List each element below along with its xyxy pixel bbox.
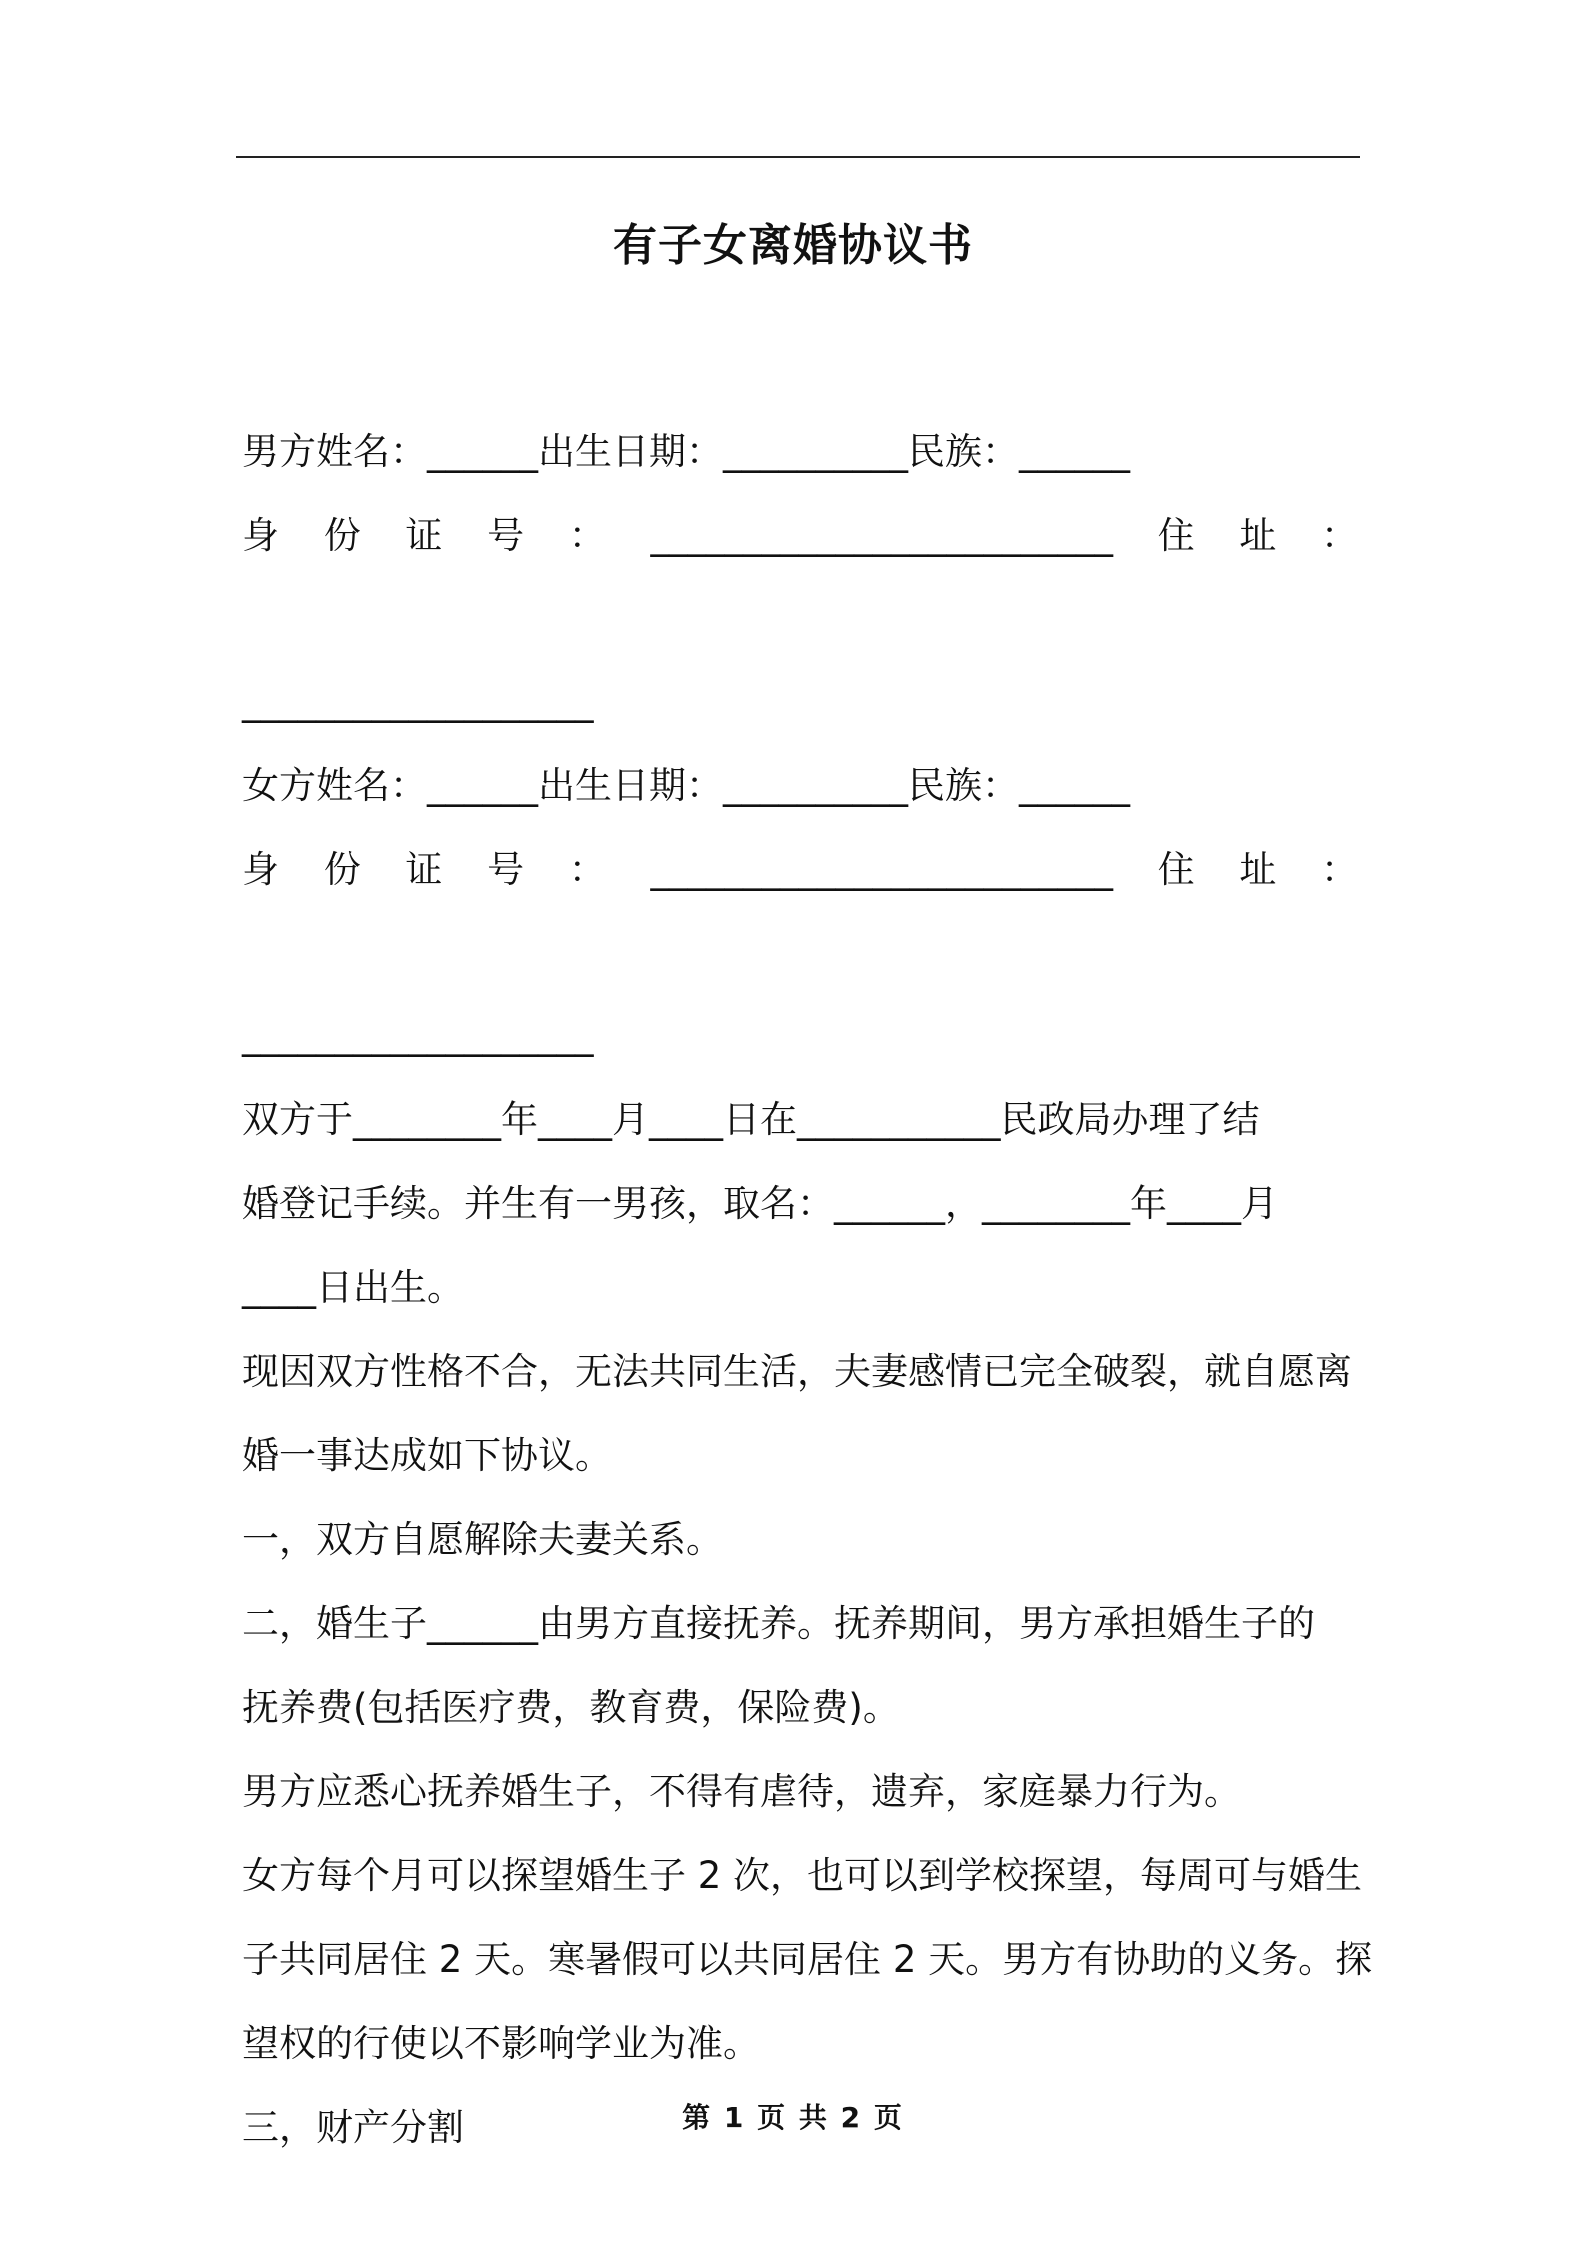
id-label-char: 份 [323,848,361,891]
id-label-char: 身 [242,848,279,891]
address-label-char: 住 [1157,514,1195,557]
wife-address-blank: ___________________ [242,1014,594,1057]
address-label-char: 址 [1239,514,1277,557]
clause-two: 抚养费(包括医疗费，教育费，保险费)。 [242,1686,900,1729]
page-number-footer: 第 1 页 共 2 页 [682,2101,904,2134]
husband-info-line: 男方姓名：______出生日期：__________民族：______ [242,430,1130,473]
id-label-colon: ： [568,514,606,557]
husband-address-blank: ___________________ [242,680,594,723]
address-label-char: 住 [1157,848,1195,891]
wife-info-line: 女方姓名：______出生日期：__________民族：______ [242,764,1130,807]
id-label-char: 身 [242,514,279,557]
custody-obligation-line: 男方应悉心抚养婚生子，不得有虐待，遗弃，家庭暴力行为。 [242,1770,1241,1813]
clause-two: 二，婚生子______由男方直接抚养。抚养期间，男方承担婚生子的 [242,1602,1315,1645]
address-label-colon: ： [1321,514,1358,557]
address-label-char: 址 [1239,848,1277,891]
id-label-colon: ： [568,848,606,891]
id-label-char: 号 [487,514,525,557]
visitation-line: 望权的行使以不影响学业为准。 [242,2022,760,2065]
divorce-reason-line: 婚一事达成如下协议。 [242,1434,612,1477]
visitation-line: 女方每个月可以探望婚生子 2 次，也可以到学校探望，每周可与婚生 [242,1854,1363,1897]
document-body [242,410,1373,2170]
marriage-registration-line: ____日出生。 [242,1266,464,1309]
clause-one: 一，双方自愿解除夫妻关系。 [242,1518,723,1561]
document-title: 有子女离婚协议书 [613,220,973,271]
id-label-char: 证 [405,848,443,891]
marriage-registration-line: 双方于________年____月____日在___________民政局办理了结 [242,1098,1260,1141]
clause-three: 三，财产分割 [242,2106,464,2149]
divorce-reason-line: 现因双方性格不合，无法共同生活，夫妻感情已完全破裂，就自愿离 [242,1350,1352,1393]
header-rule [236,156,1360,158]
visitation-line: 子共同居住 2 天。寒暑假可以共同居住 2 天。男方有协助的义务。探 [242,1938,1373,1981]
address-label-colon: ： [1321,848,1358,891]
id-number-blank: _________________________ [650,514,1113,557]
id-number-blank: _________________________ [650,848,1113,891]
id-label-char: 份 [323,514,361,557]
id-label-char: 证 [405,514,443,557]
marriage-registration-line: 婚登记手续。并生有一男孩，取名：______，________年____月 [242,1182,1278,1225]
id-label-char: 号 [487,848,525,891]
husband-id-line [242,494,1358,578]
wife-id-line [242,828,1358,912]
